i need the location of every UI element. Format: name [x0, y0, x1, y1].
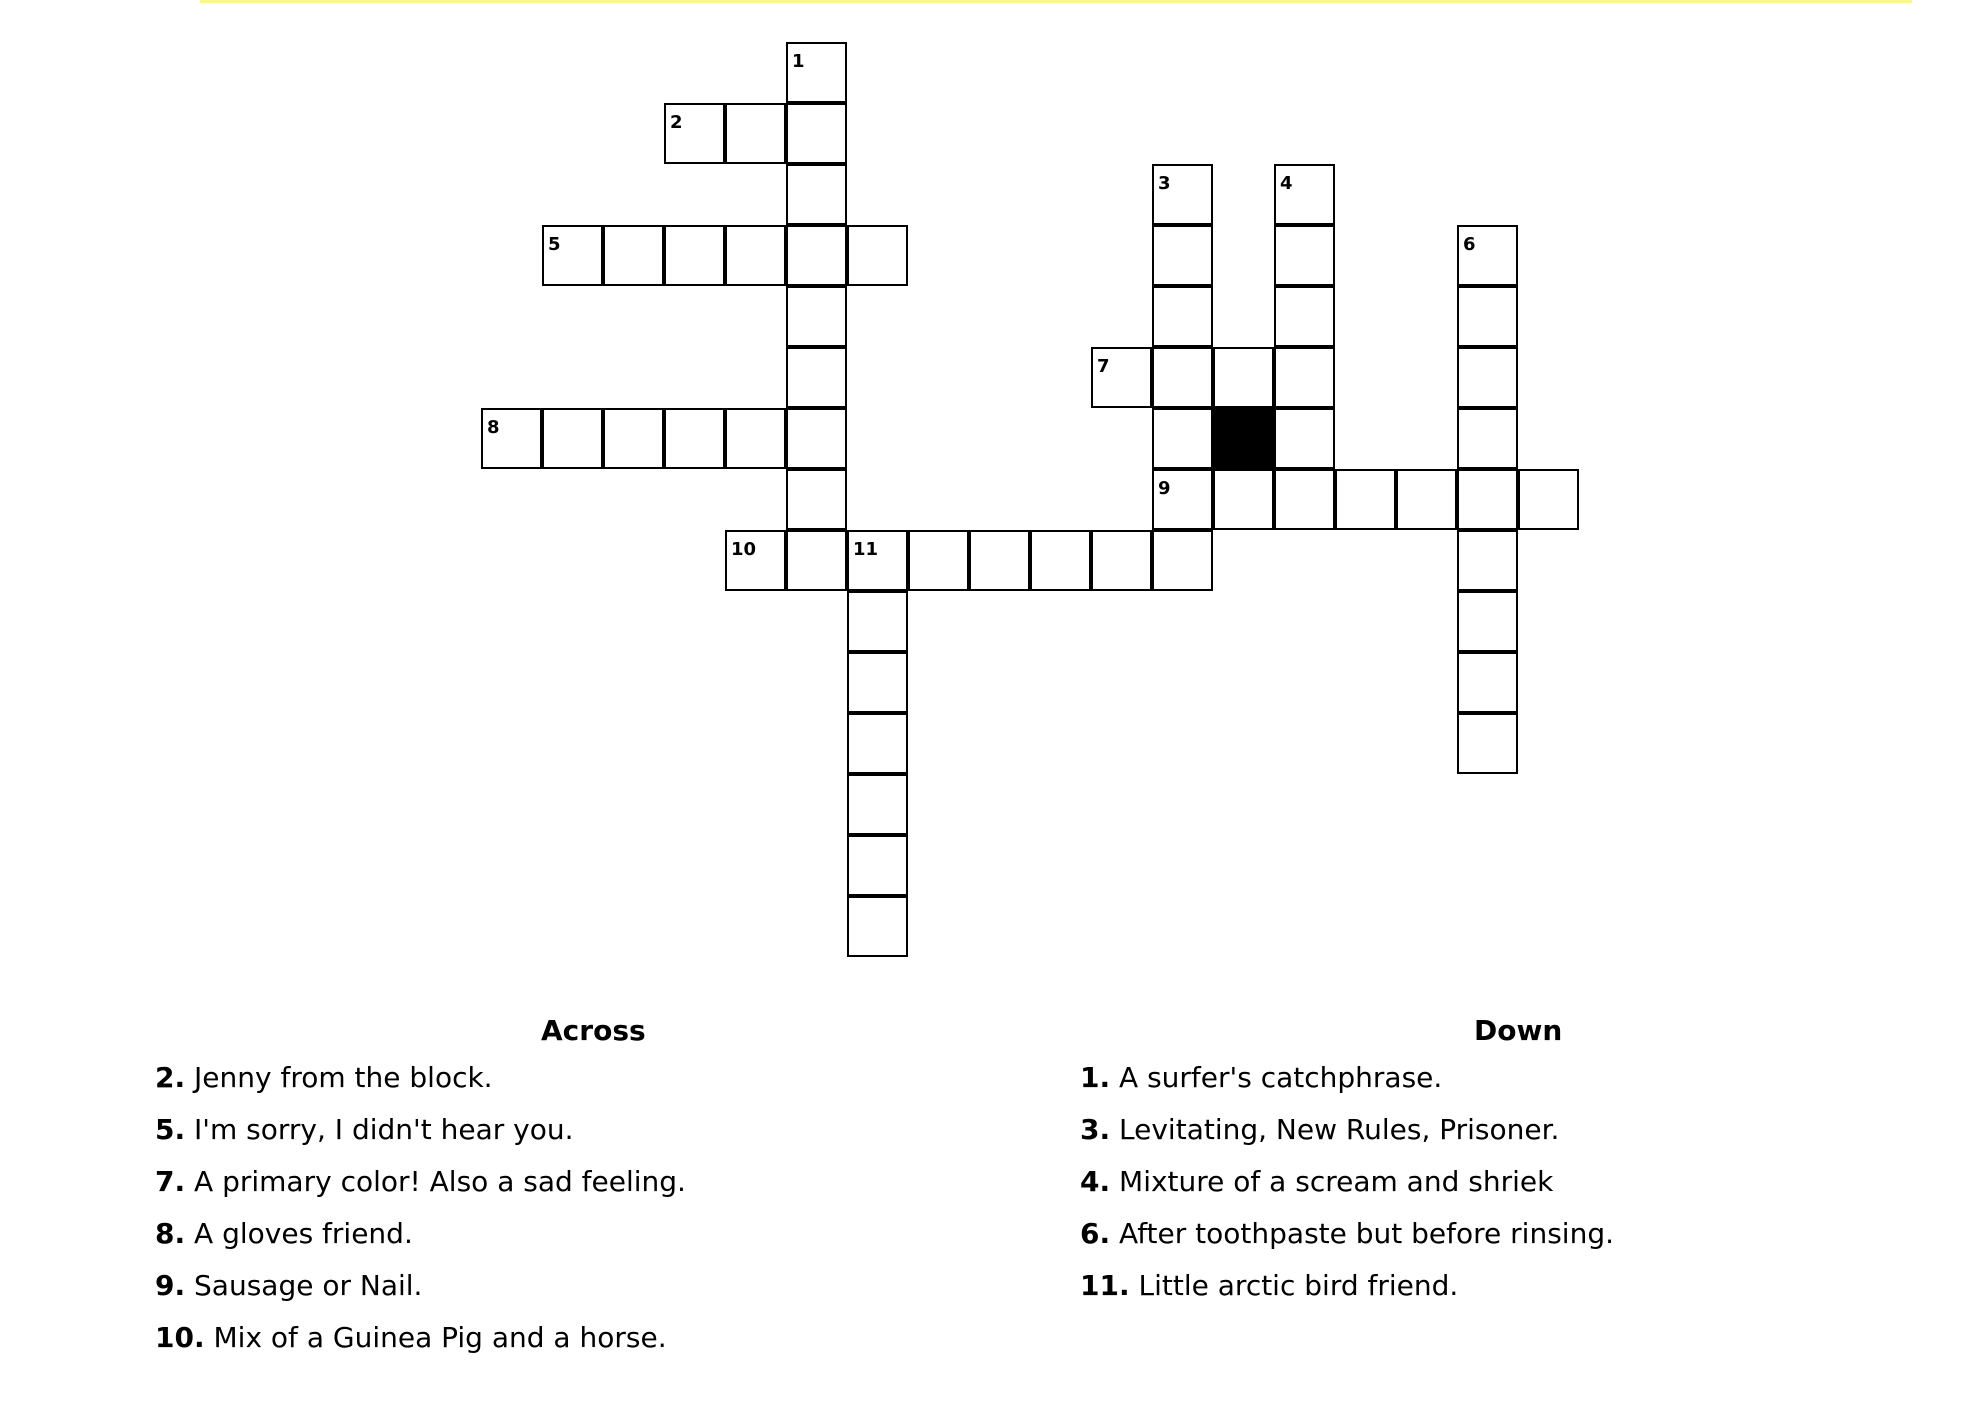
grid-cell[interactable]	[1091, 530, 1152, 591]
grid-cell[interactable]	[786, 469, 847, 530]
grid-cell[interactable]	[847, 225, 908, 286]
clue-text: Jenny from the block.	[194, 1061, 493, 1094]
grid-cell[interactable]	[725, 530, 786, 591]
clue-across-9	[155, 1260, 1035, 1312]
grid-cell[interactable]	[542, 408, 603, 469]
across-clues	[155, 1010, 1035, 1364]
grid-cell[interactable]	[1213, 469, 1274, 530]
down-heading: Down	[1474, 1014, 1563, 1047]
cell-number: 2	[670, 112, 683, 133]
clue-text: A gloves friend.	[194, 1217, 413, 1250]
clue-text: Mix of a Guinea Pig and a horse.	[213, 1321, 667, 1354]
grid-cell[interactable]	[786, 347, 847, 408]
grid-cell[interactable]	[847, 896, 908, 957]
grid-cell[interactable]	[1457, 408, 1518, 469]
clue-down-1	[1080, 1052, 1960, 1104]
cell-number: 3	[1158, 173, 1171, 194]
grid-cell[interactable]	[664, 408, 725, 469]
grid-cell[interactable]	[786, 530, 847, 591]
clue-text: Mixture of a scream and shriek	[1119, 1165, 1554, 1198]
grid-cell[interactable]	[786, 42, 847, 103]
grid-cell[interactable]	[969, 530, 1030, 591]
grid-cell[interactable]	[664, 103, 725, 164]
grid-cell[interactable]	[1274, 164, 1335, 225]
clue-number: 8.	[155, 1217, 186, 1250]
grid-cell[interactable]	[725, 408, 786, 469]
clue-text: After toothpaste but before rinsing.	[1119, 1217, 1614, 1250]
clue-number: 2.	[155, 1061, 186, 1094]
grid-cell[interactable]	[1457, 469, 1518, 530]
grid-cell[interactable]	[847, 652, 908, 713]
clue-number: 5.	[155, 1113, 186, 1146]
grid-cell[interactable]	[1518, 469, 1579, 530]
grid-cell[interactable]	[1274, 347, 1335, 408]
clue-text: Sausage or Nail.	[194, 1269, 423, 1302]
grid-cell[interactable]	[1152, 469, 1213, 530]
grid-cell[interactable]	[1274, 469, 1335, 530]
clue-number: 7.	[155, 1165, 186, 1198]
grid-cell[interactable]	[847, 835, 908, 896]
clue-number: 3.	[1080, 1113, 1111, 1146]
grid-cell[interactable]	[664, 225, 725, 286]
grid-cell[interactable]	[908, 530, 969, 591]
grid-cell[interactable]	[1274, 286, 1335, 347]
clue-text: Little arctic bird friend.	[1138, 1269, 1459, 1302]
cell-number: 10	[731, 539, 757, 560]
clue-text: A surfer's catchphrase.	[1119, 1061, 1443, 1094]
grid-cell[interactable]	[1152, 225, 1213, 286]
grid-cell[interactable]	[847, 591, 908, 652]
grid-cell[interactable]	[1457, 652, 1518, 713]
grid-cell[interactable]	[725, 225, 786, 286]
grid-cell[interactable]	[847, 774, 908, 835]
grid-cell[interactable]	[786, 286, 847, 347]
grid-cell[interactable]	[786, 408, 847, 469]
grid-cell[interactable]	[542, 225, 603, 286]
grid-cell[interactable]	[1274, 225, 1335, 286]
grid-cell[interactable]	[1152, 164, 1213, 225]
cell-number: 6	[1463, 234, 1476, 255]
cell-number: 5	[548, 234, 561, 255]
cell-number: 4	[1280, 173, 1293, 194]
grid-cell[interactable]	[1213, 347, 1274, 408]
grid-cell[interactable]	[786, 225, 847, 286]
clue-text: I'm sorry, I didn't hear you.	[194, 1113, 574, 1146]
down-clues	[1080, 1010, 1960, 1312]
grid-cell[interactable]	[847, 713, 908, 774]
clue-across-5	[155, 1104, 1035, 1156]
cell-number: 1	[792, 51, 805, 72]
clue-across-7	[155, 1156, 1035, 1208]
grid-cell[interactable]	[725, 103, 786, 164]
clue-number: 4.	[1080, 1165, 1111, 1198]
grid-cell[interactable]	[1152, 286, 1213, 347]
grid-cell[interactable]	[1457, 591, 1518, 652]
clue-across-8	[155, 1208, 1035, 1260]
grid-cell[interactable]	[1457, 347, 1518, 408]
grid-cell[interactable]	[786, 103, 847, 164]
clue-number: 9.	[155, 1269, 186, 1302]
cell-number: 11	[853, 539, 879, 560]
grid-cell[interactable]	[1457, 713, 1518, 774]
grid-cell[interactable]	[1152, 530, 1213, 591]
grid-cell[interactable]	[603, 408, 664, 469]
clue-number: 11.	[1080, 1269, 1130, 1302]
clue-across-2	[155, 1052, 1035, 1104]
grid-cell[interactable]	[1091, 347, 1152, 408]
cell-number: 8	[487, 417, 500, 438]
grid-cell[interactable]	[847, 530, 908, 591]
clue-down-11	[1080, 1260, 1960, 1312]
cell-number: 7	[1097, 356, 1110, 377]
clue-down-6	[1080, 1208, 1960, 1260]
clue-text: Levitating, New Rules, Prisoner.	[1119, 1113, 1560, 1146]
grid-cell[interactable]	[786, 164, 847, 225]
grid-cell[interactable]	[1030, 530, 1091, 591]
clue-number: 10.	[155, 1321, 205, 1354]
across-heading: Across	[541, 1014, 646, 1047]
clue-number: 6.	[1080, 1217, 1111, 1250]
cell-number: 9	[1158, 478, 1171, 499]
grid-block	[1213, 408, 1274, 469]
grid-cell[interactable]	[1396, 469, 1457, 530]
grid-cell[interactable]	[481, 408, 542, 469]
clue-text: A primary color! Also a sad feeling.	[194, 1165, 686, 1198]
grid-cell[interactable]	[1457, 286, 1518, 347]
grid-cell[interactable]	[1457, 225, 1518, 286]
grid-cell[interactable]	[1335, 469, 1396, 530]
grid-cell[interactable]	[1274, 408, 1335, 469]
grid-cell[interactable]	[1457, 530, 1518, 591]
grid-cell[interactable]	[603, 225, 664, 286]
clue-down-3	[1080, 1104, 1960, 1156]
grid-cell[interactable]	[1152, 347, 1213, 408]
clue-down-4	[1080, 1156, 1960, 1208]
clue-number: 1.	[1080, 1061, 1111, 1094]
grid-cell[interactable]	[1152, 408, 1213, 469]
clue-across-10	[155, 1312, 1035, 1364]
